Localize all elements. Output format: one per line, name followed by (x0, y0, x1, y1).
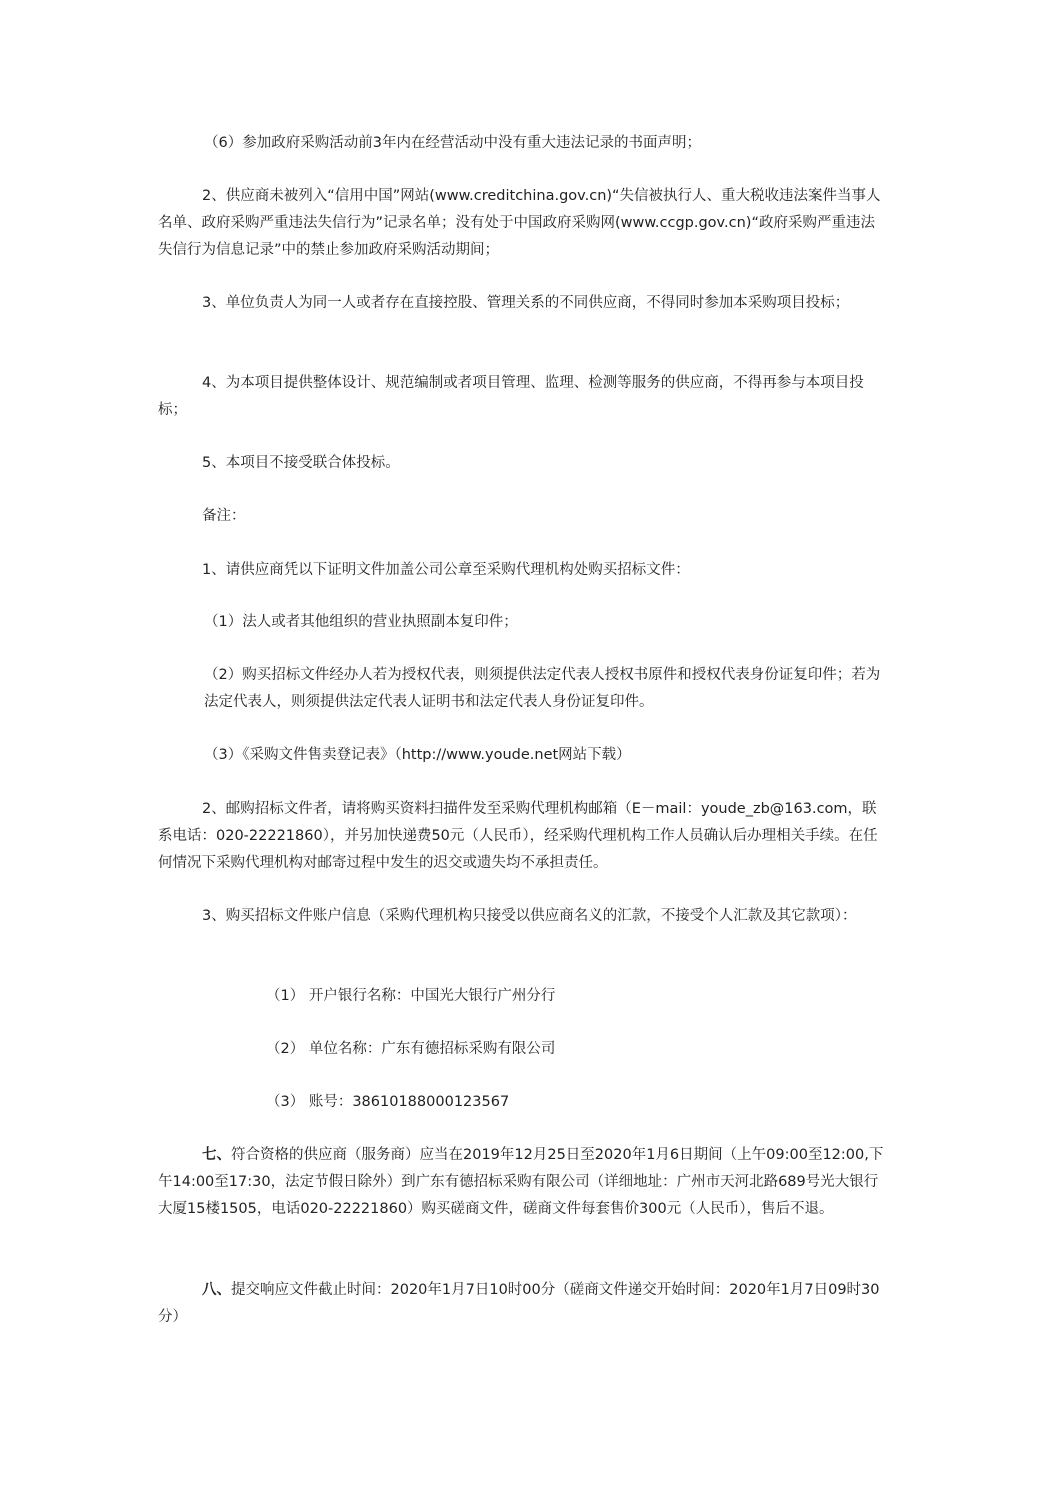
paragraph-account-info: 3、购买招标文件账户信息（采购代理机构只接受以供应商名义的汇款，不接受个人汇款及其它款项）： (202, 908, 857, 924)
section-eight-lead: 八、 (202, 1282, 231, 1298)
paragraph-registration-form: （3）《采购文件售卖登记表》（http://www.youde.net网站下载） (204, 747, 631, 763)
company-name-line: （2） 单位名称：广东有德招标采购有限公司 (266, 1041, 556, 1057)
section-eight-body: 提交响应文件截止时间：2020年1月7日10时00分（磋商文件递交开始时间：2020年1月7日09时30分） (158, 1282, 880, 1325)
bank-name-line: （1） 开户银行名称：中国光大银行广州分行 (266, 988, 556, 1004)
paragraph-written-statement: （6）参加政府采购活动前3年内在经营活动中没有重大违法记录的书面声明； (204, 135, 701, 151)
account-number-line: （3） 账号：38610188000123567 (266, 1094, 510, 1110)
paragraph-credit-check: 2、供应商未被列入“信用中国”网站(www.creditchina.gov.cn)“失信被执行人、重大税收违法案件当事人名单、政府采购严重违法失信行为”记录名单；没有处于中国政府采购网(www.ccgp.gov.cn)“政府采购严重违法失信行为信息记录”中的禁止参加政府采购活动期间； (158, 188, 881, 258)
paragraph-no-consortium: 5、本项目不接受联合体投标。 (202, 455, 400, 471)
paragraph-design-service-exclusion: 4、为本项目提供整体设计、规范编制或者项目管理、监理、检测等服务的供应商，不得再参与本项目投标； (158, 375, 864, 418)
paragraph-remarks-heading: 备注： (202, 508, 246, 524)
paragraph-related-suppliers: 3、单位负责人为同一人或者存在直接控股、管理关系的不同供应商，不得同时参加本采购项目投标； (202, 295, 850, 311)
section-eight (158, 1277, 888, 1331)
paragraph-mail-order: 2、邮购招标文件者，请将购买资料扫描件发至采购代理机构邮箱（E－mail：youde_zb@163.com，联系电话：020-22221860），并另加快递费50元（人民币），经采购代理机构工作人员确认后办理相关手续。在任何情况下采购代理机构对邮寄过程中发生的迟交或遗失均不承担责任。 (158, 801, 878, 871)
paragraph-authorization-text: （2）购买招标文件经办人若为授权代表，则须提供法定代表人授权书原件和授权代表身份证复印件；若为法定代表人，则须提供法定代表人证明书和法定代表人身份证复印件。 (204, 667, 881, 710)
paragraph-purchase-requirements: 1、请供应商凭以下证明文件加盖公司公章至采购代理机构处购买招标文件： (202, 562, 690, 578)
section-seven (158, 1142, 888, 1223)
section-seven-lead: 七、 (202, 1147, 231, 1163)
paragraph-authorization (204, 662, 888, 716)
section-seven-body: 符合资格的供应商（服务商）应当在2019年12月25日至2020年1月6日期间（上午09:00至12:00,下午14:00至17:30，法定节假日除外）到广东有德招标采购有限公司（详细地址：广州市天河北路689号光大银行大厦15楼1505，电话020-22221860）购买磋商文件，磋商文件每套售价300元（人民币），售后不退。 (158, 1147, 884, 1217)
paragraph-business-license: （1）法人或者其他组织的营业执照副本复印件； (204, 614, 518, 630)
